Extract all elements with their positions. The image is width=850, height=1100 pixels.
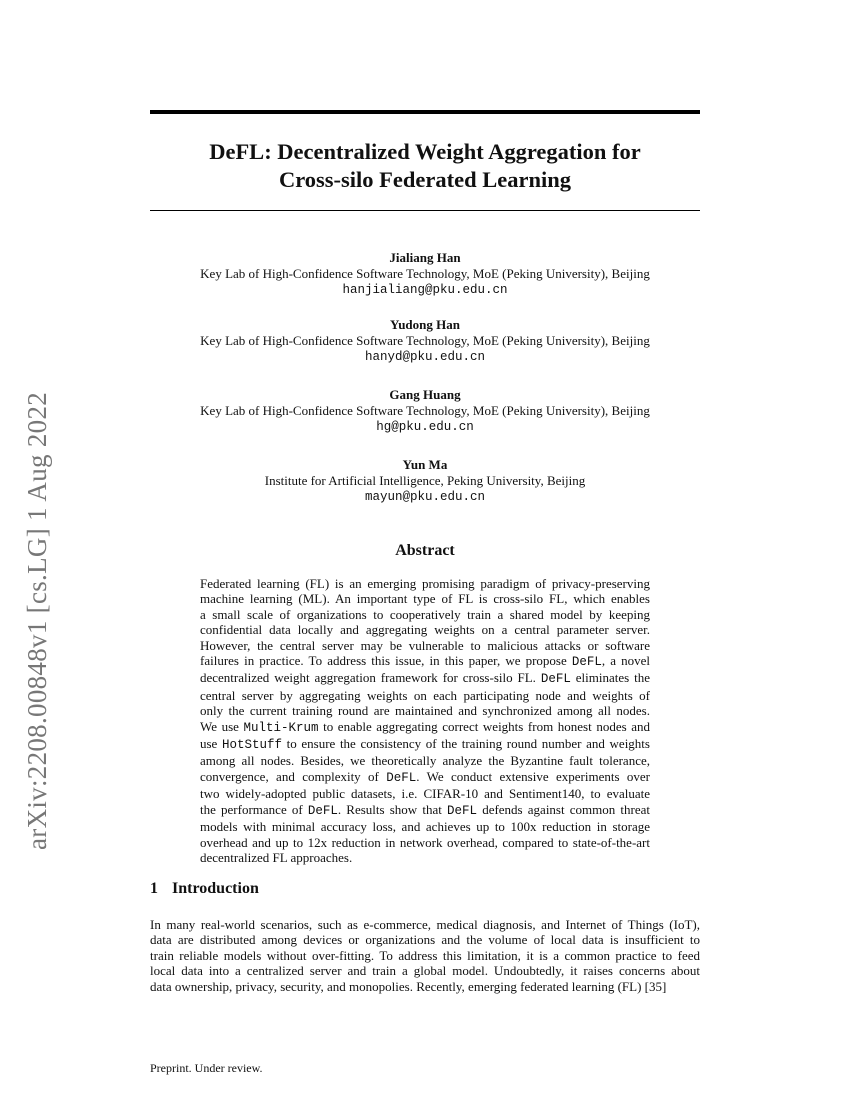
title-line: DeFL: Decentralized Weight Aggregation for bbox=[209, 139, 641, 164]
author-name: Jialiang Han bbox=[389, 250, 461, 265]
text-line: decentralized FL approaches. bbox=[200, 849, 353, 865]
abstract-body bbox=[200, 576, 650, 865]
text-line: data ownership, privacy, security, and monopolies. Recently, emerging federated learning (FL) [35] bbox=[150, 978, 667, 994]
author-name: Yun Ma bbox=[402, 457, 448, 472]
text-line: confidential data locally and aggregating weights on a central parameter server. bbox=[200, 622, 650, 638]
text-line: data are distributed among devices or organizations and the volume of local data is insufficient to bbox=[150, 932, 700, 948]
text-line: models with minimal accuracy loss, and achieves up to 100x reduction in storage bbox=[200, 819, 650, 835]
author-block bbox=[150, 387, 700, 435]
text-line: In many real-world scenarios, such as e-commerce, medical diagnosis, and Internet of Things (IoT), bbox=[150, 917, 700, 932]
title-bottom-rule bbox=[150, 210, 700, 211]
footer-note: Preprint. Under review. bbox=[150, 1061, 263, 1075]
abstract-heading: Abstract bbox=[395, 542, 455, 559]
text-line: However, the central server may be vulnerable to malicious attacks or software bbox=[200, 637, 650, 653]
text-line: two widely-adopted public datasets, i.e. CIFAR-10 and Sentiment140, to evaluate bbox=[200, 786, 650, 802]
introduction-body bbox=[150, 917, 700, 994]
text-line: only the current training round are maintained and synchronized among all nodes. bbox=[200, 703, 650, 719]
section-title: Introduction bbox=[172, 880, 259, 897]
title-line: Cross-silo Federated Learning bbox=[278, 167, 572, 192]
text-line: local data into a centralized server and train a global model. Undoubtedly, it raises concerns about bbox=[150, 963, 700, 979]
section-number: 1 bbox=[150, 880, 158, 897]
author-name: Gang Huang bbox=[389, 387, 461, 402]
text-line: machine learning (ML). An important type of FL is cross-silo FL, which enables bbox=[200, 591, 650, 607]
author-affiliation: Key Lab of High-Confidence Software Technology, MoE (Peking University), Beijing bbox=[200, 403, 650, 418]
author-affiliation: Key Lab of High-Confidence Software Technology, MoE (Peking University), Beijing bbox=[200, 333, 650, 348]
author-affiliation: Key Lab of High-Confidence Software Technology, MoE (Peking University), Beijing bbox=[200, 266, 650, 281]
text-line: a small scale of organizations to cooperatively train a shared model by keeping bbox=[200, 606, 650, 622]
author-name: Yudong Han bbox=[390, 317, 460, 332]
text-line: train reliable models without over-fitting. To address this limitation, it is a common practice to feed bbox=[150, 947, 700, 963]
author-email[interactable]: mayun@pku.edu.cn bbox=[364, 490, 486, 504]
text-line: convergence, and complexity of DeFL. We conduct extensive experiments over bbox=[200, 768, 650, 785]
text-line: We use Multi-Krum to enable aggregating correct weights from honest nodes and bbox=[200, 718, 650, 735]
text-line: among all nodes. Besides, we theoretically analyze the Byzantine fault tolerance, bbox=[200, 753, 650, 769]
text-line: decentralized weight aggregation framework for cross-silo FL. DeFL eliminates the bbox=[200, 670, 651, 687]
author-block bbox=[150, 457, 700, 505]
author-email[interactable]: hanjialiang@pku.edu.cn bbox=[342, 283, 508, 297]
author-email[interactable]: hg@pku.edu.cn bbox=[376, 420, 474, 434]
section-heading-introduction bbox=[150, 880, 273, 898]
title-top-rule bbox=[150, 110, 700, 114]
author-block bbox=[150, 317, 700, 365]
author-block bbox=[150, 250, 700, 298]
author-email[interactable]: hanyd@pku.edu.cn bbox=[364, 350, 486, 364]
text-line: use HotStuff to ensure the consistency of the training round number and weights bbox=[200, 736, 650, 753]
text-line: Federated learning (FL) is an emerging promising paradigm of privacy-preserving bbox=[200, 576, 650, 591]
text-line: the performance of DeFL. Results show that DeFL defends against common threat bbox=[200, 801, 651, 818]
author-affiliation: Institute for Artificial Intelligence, Peking University, Beijing bbox=[264, 473, 586, 488]
text-line: overhead and up to 12x reduction in network overhead, compared to state-of-the-art bbox=[200, 834, 650, 850]
paper-title bbox=[150, 138, 700, 194]
arxiv-stamp: arXiv:2208.00848v1 [cs.LG] 1 Aug 2022 bbox=[22, 391, 52, 850]
text-line: central server by aggregating weights on each participating node and weights of bbox=[200, 687, 650, 703]
text-line: failures in practice. To address this issue, in this paper, we propose DeFL, a novel bbox=[200, 653, 651, 670]
